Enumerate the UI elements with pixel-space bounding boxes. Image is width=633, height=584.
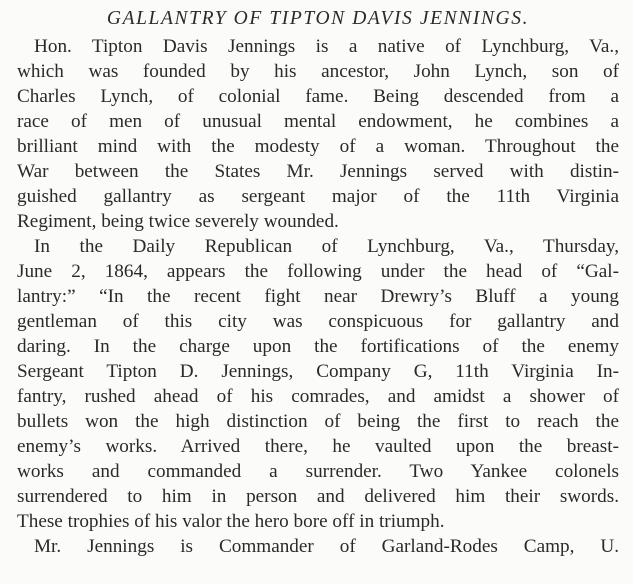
- text-line: race of men of unusual mental endowment, he combines a: [17, 111, 619, 132]
- text-line: Hon. Tipton Davis Jennings is a native of Lynchburg, Va.,: [34, 36, 619, 57]
- text-line: War between the States Mr. Jennings served with distin-: [17, 161, 619, 182]
- article-heading: GALLANTRY OF TIPTON DAVIS JENNINGS.: [106, 8, 530, 29]
- text-line: June 2, 1864, appears the following under the head of “Gal-: [17, 261, 619, 282]
- text-line: fantry, rushed ahead of his comrades, and amidst a shower of: [17, 386, 619, 407]
- text-line: works and commanded a surrender. Two Yankee colonels: [17, 461, 619, 482]
- text-line: brilliant mind with the modesty of a woman. Throughout the: [17, 136, 619, 157]
- paragraph-newspaper-quote: [17, 234, 619, 534]
- text-line: enemy’s works. Arrived there, he vaulted upon the breast-: [17, 436, 619, 457]
- paragraph-commander: [17, 534, 619, 559]
- text-line: These trophies of his valor the hero bore off in triumph.: [17, 511, 445, 532]
- paragraph-biography: [17, 34, 619, 234]
- text-line: In the Daily Republican of Lynchburg, Va., Thursday,: [34, 236, 619, 257]
- text-line: bullets won the high distinction of being the first to reach the: [17, 411, 619, 432]
- text-line: guished gallantry as sergeant major of the 11th Virginia: [17, 186, 619, 207]
- text-line: Charles Lynch, of colonial fame. Being descended from a: [17, 86, 619, 107]
- text-line: surrendered to him in person and delivered him their swords.: [17, 486, 619, 507]
- text-line: Regiment, being twice severely wounded.: [17, 211, 339, 232]
- text-line: which was founded by his ancestor, John Lynch, son of: [17, 61, 619, 82]
- text-line: gentleman of this city was conspicuous for gallantry and: [17, 311, 619, 332]
- text-line: lantry:” “In the recent fight near Drewry’s Bluff a young: [17, 286, 619, 307]
- text-line: daring. In the charge upon the fortifications of the enemy: [17, 336, 619, 357]
- text-line: Mr. Jennings is Commander of Garland-Rodes Camp, U.: [34, 536, 619, 557]
- text-line: Sergeant Tipton D. Jennings, Company G, 11th Virginia In-: [17, 361, 619, 382]
